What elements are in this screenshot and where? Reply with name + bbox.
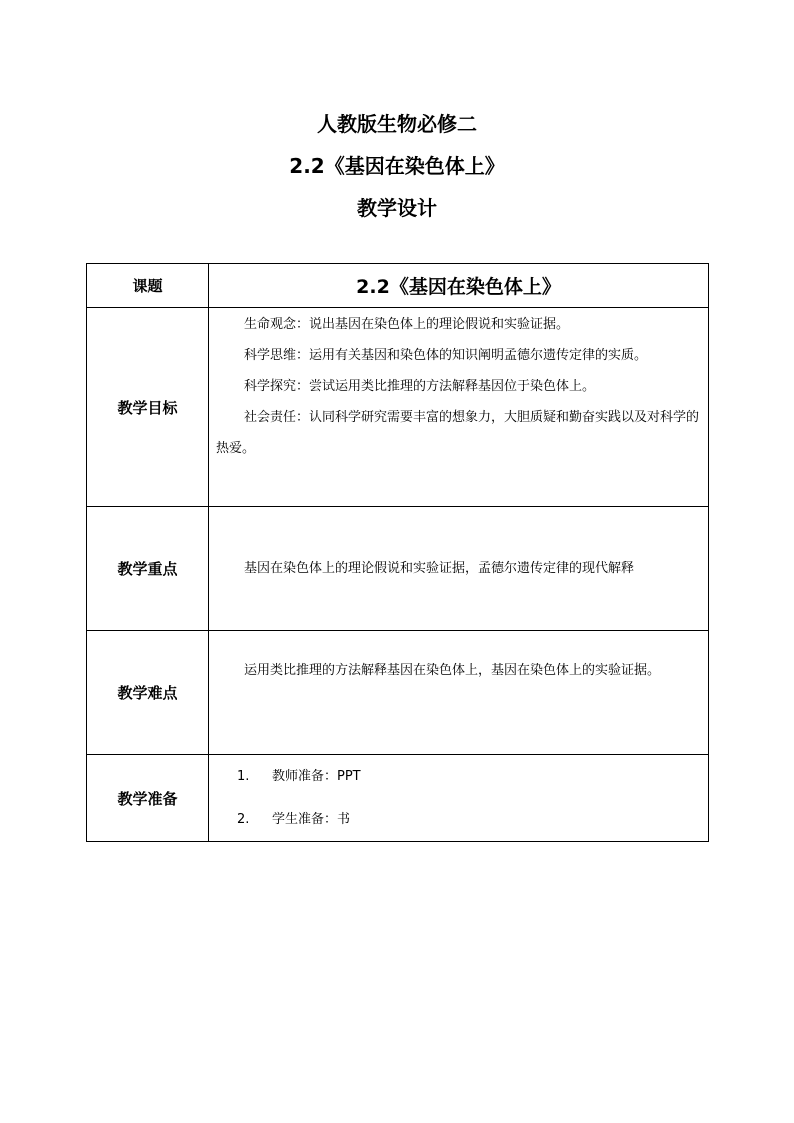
title-line-course: 人教版生物必修二 (317, 112, 477, 136)
title-line-design: 教学设计 (357, 196, 437, 220)
preparation-list (209, 755, 708, 841)
list-item (237, 798, 708, 841)
goal-item: 生命观念：说出基因在染色体上的理论假说和实验证据。 (244, 317, 570, 332)
table-row-preparation (87, 755, 709, 842)
list-number: 2. (237, 812, 250, 827)
list-item (237, 755, 708, 798)
goals-cell (209, 308, 709, 507)
lesson-plan-table (86, 263, 709, 842)
table-row-goals (87, 308, 709, 507)
preparation-cell (209, 755, 709, 842)
table-row-difficulties (87, 631, 709, 755)
goal-item: 科学思维：运用有关基因和染色体的知识阐明孟德尔遗传定律的实质。 (244, 348, 648, 363)
table-row-key-points (87, 507, 709, 631)
title-line-lesson: 2.2《基因在染色体上》 (289, 154, 505, 178)
goals-label: 教学目标 (87, 308, 209, 507)
list-text: 教师准备：PPT (272, 769, 361, 784)
key-points-text: 基因在染色体上的理论假说和实验证据，孟德尔遗传定律的现代解释 (244, 561, 635, 576)
key-points-cell (209, 507, 709, 631)
list-number: 1. (237, 769, 250, 784)
subject-value: 2.2《基因在染色体上》 (209, 264, 709, 308)
difficulties-text: 运用类比推理的方法解释基因在染色体上，基因在染色体上的实验证据。 (244, 663, 661, 678)
document-title (0, 103, 794, 229)
goal-item: 社会责任：认同科学研究需要丰富的想象力，大胆质疑和勤奋实践以及对科学的热爱。 (216, 410, 700, 456)
key-points-label: 教学重点 (87, 507, 209, 631)
table-row-subject (87, 264, 709, 308)
goal-item: 科学探究：尝试运用类比推理的方法解释基因位于染色体上。 (244, 379, 596, 394)
subject-label: 课题 (87, 264, 209, 308)
list-text: 学生准备：书 (272, 812, 351, 827)
difficulties-cell (209, 631, 709, 755)
preparation-label: 教学准备 (87, 755, 209, 842)
difficulties-label: 教学难点 (87, 631, 209, 755)
